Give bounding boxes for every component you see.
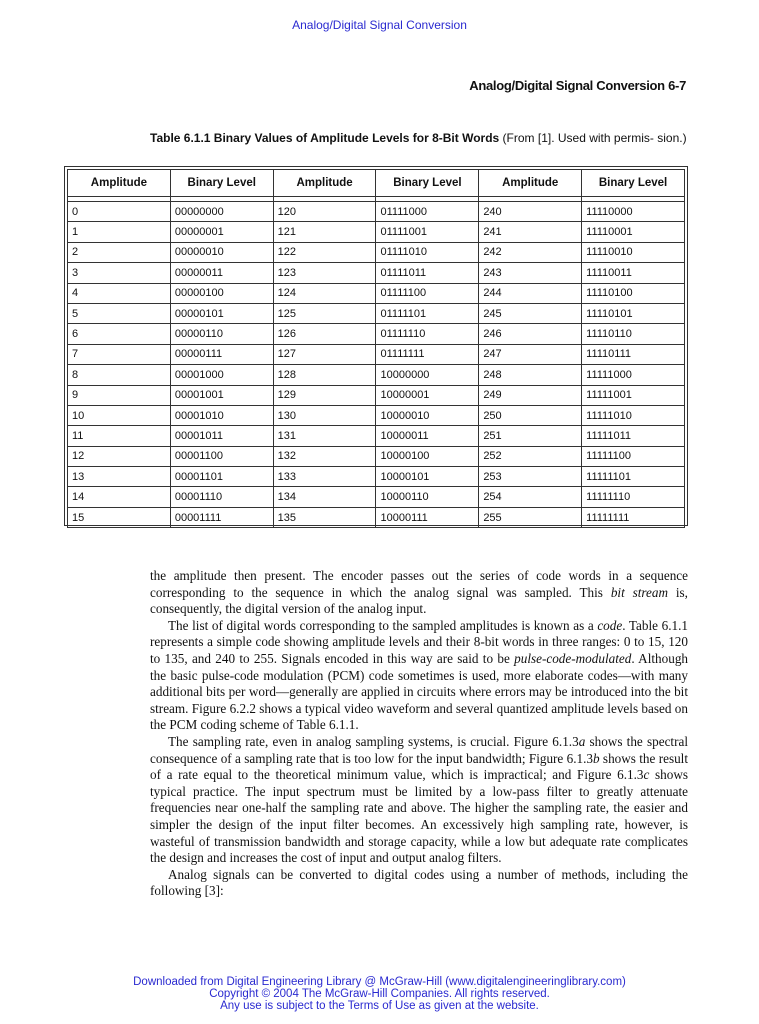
table-row (68, 487, 685, 507)
amplitude-cell: 128 (273, 365, 376, 385)
binary-level-cell: 10000010 (376, 405, 479, 425)
binary-level-cell: 01111010 (376, 242, 479, 262)
binary-level-cell: 11110111 (582, 344, 685, 364)
binary-level-cell: 00001001 (170, 385, 273, 405)
column-header: Amplitude (479, 170, 582, 197)
amplitude-cell: 240 (479, 202, 582, 222)
binary-level-cell: 10000111 (376, 507, 479, 527)
amplitude-cell: 6 (68, 324, 171, 344)
amplitude-cell: 121 (273, 222, 376, 242)
column-header: Amplitude (68, 170, 171, 197)
binary-level-cell: 00000110 (170, 324, 273, 344)
binary-level-cell: 00000111 (170, 344, 273, 364)
binary-level-cell: 11110011 (582, 263, 685, 283)
table-row (68, 507, 685, 527)
amplitude-cell: 244 (479, 283, 582, 303)
binary-level-cell: 00001000 (170, 365, 273, 385)
binary-level-cell: 11110101 (582, 303, 685, 323)
table-header-row (68, 170, 685, 197)
binary-level-cell: 11111010 (582, 405, 685, 425)
amplitude-cell: 9 (68, 385, 171, 405)
binary-level-cell: 01111111 (376, 344, 479, 364)
binary-level-cell: 11111111 (582, 507, 685, 527)
binary-level-cell: 11111101 (582, 467, 685, 487)
text-run: . Although the basic pulse-code modulation (PCM) code sometimes is used, more elaborate codes—with many additional bits per word—generally are applied in circuits where errors may be introduced into the bit stream. Figure 6.2.2 shows a typical video waveform and several quantized amplitude levels based on the PCM coding scheme of Table 6.1.1. (150, 650, 689, 733)
amplitude-cell: 246 (479, 324, 582, 344)
binary-level-cell: 10000110 (376, 487, 479, 507)
footer-terms-link[interactable]: Any use is subject to the Terms of Use as given at the website. (220, 1000, 539, 1012)
text-run: The list of digital words corresponding to the sampled amplitudes is known as a (168, 617, 598, 633)
binary-level-cell: 10000001 (376, 385, 479, 405)
binary-level-cell: 11110110 (582, 324, 685, 344)
text-run: shows the result of a rate equal to the theoretical minimum value, which is impractical; and Figure 6.1.3 (150, 750, 688, 783)
binary-level-cell: 11110001 (582, 222, 685, 242)
binary-level-cell: 11110100 (582, 283, 685, 303)
body-paragraph (150, 867, 688, 900)
binary-level-cell: 10000000 (376, 365, 479, 385)
amplitude-cell: 132 (273, 446, 376, 466)
binary-values-table-frame (64, 166, 688, 526)
binary-values-table (67, 169, 685, 528)
table-row (68, 303, 685, 323)
amplitude-cell: 1 (68, 222, 171, 242)
table-row (68, 446, 685, 466)
amplitude-cell: 12 (68, 446, 171, 466)
binary-level-cell: 01111110 (376, 324, 479, 344)
running-head: Analog/Digital Signal Conversion 6-7 (469, 78, 686, 93)
binary-level-cell: 01111100 (376, 283, 479, 303)
binary-level-cell: 00001100 (170, 446, 273, 466)
binary-level-cell: 11111110 (582, 487, 685, 507)
binary-level-cell: 00000011 (170, 263, 273, 283)
binary-level-cell: 00000101 (170, 303, 273, 323)
binary-level-cell: 00001011 (170, 426, 273, 446)
binary-level-cell: 10000100 (376, 446, 479, 466)
binary-level-cell: 00000100 (170, 283, 273, 303)
top-header-link[interactable]: Analog/Digital Signal Conversion (292, 18, 467, 32)
amplitude-cell: 255 (479, 507, 582, 527)
amplitude-cell: 247 (479, 344, 582, 364)
amplitude-cell: 11 (68, 426, 171, 446)
amplitude-cell: 131 (273, 426, 376, 446)
italic-term: pulse-code-modulated (514, 650, 632, 666)
binary-level-cell: 11111011 (582, 426, 685, 446)
footer (0, 976, 759, 1012)
footer-copyright[interactable]: Copyright © 2004 The McGraw-Hill Companies. All rights reserved. (209, 988, 550, 1000)
amplitude-cell: 242 (479, 242, 582, 262)
italic-term: c (643, 767, 650, 783)
table-row (68, 263, 685, 283)
amplitude-cell: 250 (479, 405, 582, 425)
binary-level-cell: 01111101 (376, 303, 479, 323)
table-caption-source: (From [1]. Used with permis- sion.) (499, 131, 687, 145)
table-row (68, 202, 685, 222)
table-row (68, 222, 685, 242)
binary-level-cell: 11111001 (582, 385, 685, 405)
body-paragraph (150, 734, 688, 867)
amplitude-cell: 251 (479, 426, 582, 446)
amplitude-cell: 125 (273, 303, 376, 323)
table-row (68, 467, 685, 487)
amplitude-cell: 249 (479, 385, 582, 405)
body-paragraph (150, 618, 688, 734)
binary-level-cell: 01111001 (376, 222, 479, 242)
amplitude-cell: 253 (479, 467, 582, 487)
table-row (68, 365, 685, 385)
binary-level-cell: 11111000 (582, 365, 685, 385)
text-run: Analog signals can be converted to digital codes using a number of methods, including the following [3]: (150, 866, 688, 899)
amplitude-cell: 130 (273, 405, 376, 425)
table-body (68, 197, 685, 528)
amplitude-cell: 120 (273, 202, 376, 222)
column-header: Binary Level (582, 170, 685, 197)
text-run: is, consequently, the digital version of the analog input. (150, 584, 688, 617)
amplitude-cell: 4 (68, 283, 171, 303)
text-run: . Table 6.1.1 represents a simple code showing amplitude levels and their 8-bit words in three ranges: 0 to 15, 120 to 135, and 240 to 255. Signals encoded in this way are said to be (150, 617, 688, 666)
table-row (68, 344, 685, 364)
amplitude-cell: 243 (479, 263, 582, 283)
binary-level-cell: 00001111 (170, 507, 273, 527)
body-text (150, 568, 688, 900)
amplitude-cell: 241 (479, 222, 582, 242)
amplitude-cell: 123 (273, 263, 376, 283)
italic-term: bit stream (610, 584, 669, 600)
amplitude-cell: 254 (479, 487, 582, 507)
table-row (68, 242, 685, 262)
amplitude-cell: 8 (68, 365, 171, 385)
table-row (68, 405, 685, 425)
text-run: shows typical practice. The input spectrum must be limited by a low-pass filter to greatly attenuate frequencies near one-half the sampling rate and above. The higher the sampling rate, the easier and simpler the design of the input filter becomes. An excessively high sampling rate, however, is wasteful of transmission bandwidth and storage capacity, while a low but adequate rate complicates the design and increases the cost of input and output analog filters. (150, 767, 688, 866)
italic-term: code (597, 617, 623, 633)
italic-term: b (593, 750, 600, 766)
amplitude-cell: 15 (68, 507, 171, 527)
amplitude-cell: 129 (273, 385, 376, 405)
amplitude-cell: 14 (68, 487, 171, 507)
binary-level-cell: 10000011 (376, 426, 479, 446)
binary-level-cell: 10000101 (376, 467, 479, 487)
amplitude-cell: 124 (273, 283, 376, 303)
amplitude-cell: 10 (68, 405, 171, 425)
binary-level-cell: 01111011 (376, 263, 479, 283)
table-row (68, 385, 685, 405)
amplitude-cell: 3 (68, 263, 171, 283)
binary-level-cell: 01111000 (376, 202, 479, 222)
amplitude-cell: 122 (273, 242, 376, 262)
column-header: Binary Level (376, 170, 479, 197)
column-header: Amplitude (273, 170, 376, 197)
binary-level-cell: 00001101 (170, 467, 273, 487)
amplitude-cell: 134 (273, 487, 376, 507)
amplitude-cell: 252 (479, 446, 582, 466)
amplitude-cell: 7 (68, 344, 171, 364)
text-run: shows the spectral consequence of a sampling rate that is too low for the input bandwidth; Figure 6.1.3 (150, 733, 688, 766)
column-header: Binary Level (170, 170, 273, 197)
table-row (68, 283, 685, 303)
table-row (68, 426, 685, 446)
table-row (68, 324, 685, 344)
amplitude-cell: 13 (68, 467, 171, 487)
binary-level-cell: 11110010 (582, 242, 685, 262)
text-run: the amplitude then present. The encoder passes out the series of code words in a sequence corresponding to the sequence in which the analog signal was sampled. This (150, 568, 688, 600)
amplitude-cell: 126 (273, 324, 376, 344)
amplitude-cell: 135 (273, 507, 376, 527)
amplitude-cell: 133 (273, 467, 376, 487)
footer-download-link[interactable]: Downloaded from Digital Engineering Library @ McGraw-Hill (www.digitalengineeringlibrary.com) (133, 976, 626, 988)
binary-level-cell: 00001010 (170, 405, 273, 425)
body-paragraph (150, 568, 688, 618)
binary-level-cell: 00000001 (170, 222, 273, 242)
amplitude-cell: 245 (479, 303, 582, 323)
binary-level-cell: 00000000 (170, 202, 273, 222)
amplitude-cell: 127 (273, 344, 376, 364)
amplitude-cell: 0 (68, 202, 171, 222)
table-caption-title: Table 6.1.1 Binary Values of Amplitude Levels for 8-Bit Words (150, 131, 500, 145)
amplitude-cell: 248 (479, 365, 582, 385)
binary-level-cell: 11111100 (582, 446, 685, 466)
italic-term: a (578, 733, 586, 749)
binary-level-cell: 00000010 (170, 242, 273, 262)
table-caption (150, 130, 688, 147)
amplitude-cell: 5 (68, 303, 171, 323)
text-run: The sampling rate, even in analog sampling systems, is crucial. Figure 6.1.3 (168, 733, 579, 749)
binary-level-cell: 11110000 (582, 202, 685, 222)
amplitude-cell: 2 (68, 242, 171, 262)
binary-level-cell: 00001110 (170, 487, 273, 507)
